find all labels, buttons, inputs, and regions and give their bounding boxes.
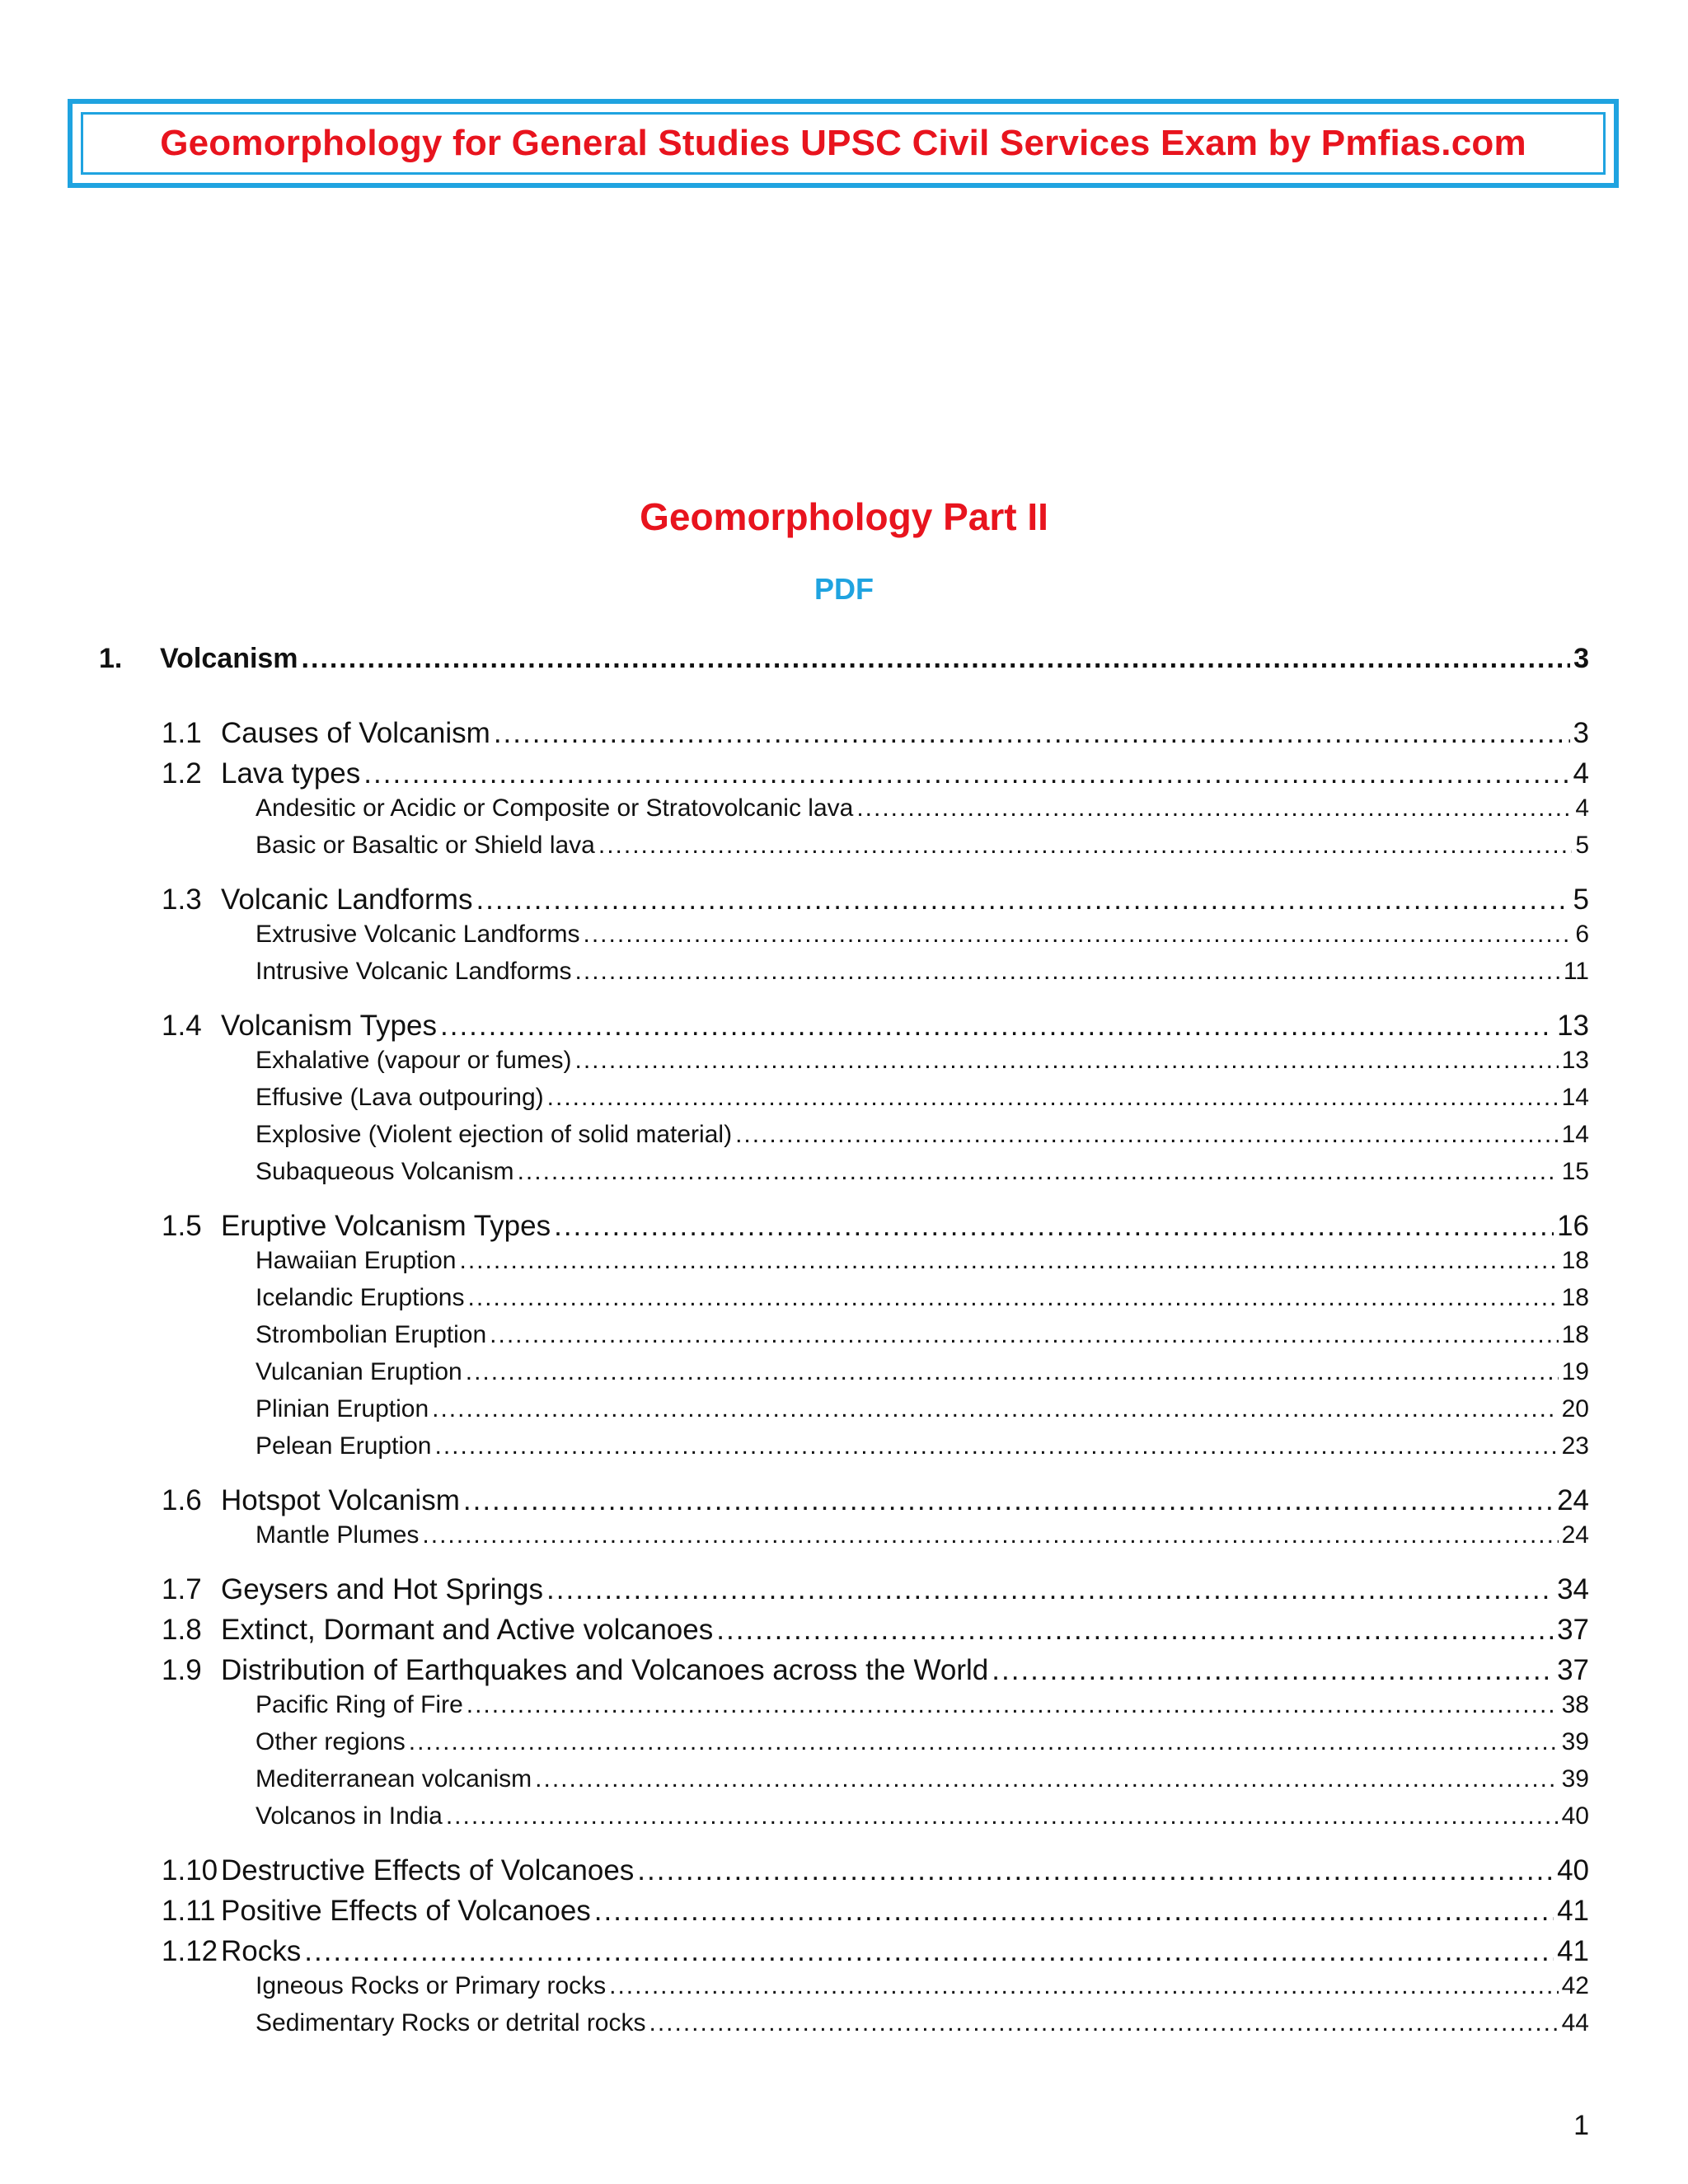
- toc-entry-number: 1.4: [162, 1010, 202, 1042]
- toc-entry[interactable]: [256, 921, 1589, 949]
- toc-entry-page: 15: [1561, 1158, 1589, 1185]
- toc-entry[interactable]: [256, 1121, 1589, 1149]
- toc-dot-leader: [598, 832, 1572, 860]
- toc-entry[interactable]: [256, 1047, 1589, 1075]
- toc-entry[interactable]: [162, 1654, 1589, 1687]
- toc-dot-leader: [466, 1358, 1559, 1386]
- toc-entry-title: Hawaiian Eruption: [256, 1247, 457, 1274]
- toc-entry-page: 38: [1561, 1691, 1589, 1718]
- toc-entry-title: Sedimentary Rocks or detrital rocks: [256, 2009, 646, 2036]
- toc-entry[interactable]: [256, 1321, 1589, 1349]
- toc-entry-page: 39: [1561, 1765, 1589, 1793]
- toc-dot-leader: [546, 1573, 1554, 1606]
- toc-entry-title: Hotspot Volcanism: [221, 1484, 460, 1516]
- toc-dot-leader: [649, 2009, 1559, 2037]
- toc-entry[interactable]: [256, 832, 1589, 860]
- toc-entry-title: Strombolian Eruption: [256, 1321, 487, 1348]
- toc-dot-leader: [432, 1395, 1558, 1423]
- toc-entry-title: Distribution of Earthquakes and Volcanoes across the World: [221, 1654, 989, 1686]
- toc-entry[interactable]: [162, 1210, 1589, 1243]
- toc-entry-title: Exhalative (vapour or fumes): [256, 1047, 572, 1074]
- toc-entry[interactable]: [256, 1284, 1589, 1312]
- toc-entry-number: 1.7: [162, 1573, 202, 1605]
- toc-dot-leader: [304, 1935, 1554, 1968]
- toc-entry[interactable]: [162, 1573, 1589, 1606]
- toc-dot-leader: [992, 1654, 1554, 1687]
- toc-entry-number: 1.2: [162, 757, 202, 790]
- toc-dot-leader: [467, 1691, 1559, 1719]
- toc-entry-title: Geysers and Hot Springs: [221, 1573, 544, 1605]
- toc-entry-title: Causes of Volcanism: [221, 717, 490, 749]
- toc-entry[interactable]: [256, 1432, 1589, 1460]
- toc-dot-leader: [554, 1210, 1554, 1243]
- toc-entry[interactable]: [162, 757, 1589, 790]
- toc-dot-leader: [535, 1765, 1558, 1793]
- document-title: Geomorphology Part II: [640, 495, 1048, 538]
- toc-entry-page: 18: [1561, 1284, 1589, 1311]
- toc-entry-title: Pelean Eruption: [256, 1432, 432, 1460]
- toc-entry[interactable]: [99, 643, 1589, 675]
- toc-entry-page: 42: [1561, 1972, 1589, 1999]
- toc-dot-leader: [716, 1614, 1554, 1647]
- toc-entry-number: 1.12: [162, 1935, 218, 1967]
- toc-entry-number: 1.10: [162, 1854, 218, 1886]
- toc-entry-page: 18: [1561, 1247, 1589, 1274]
- toc-dot-leader: [467, 1284, 1558, 1312]
- toc-entry-page: 16: [1557, 1210, 1589, 1242]
- toc-entry-page: 4: [1573, 757, 1589, 790]
- toc-entry-title: Destructive Effects of Volcanoes: [221, 1854, 635, 1886]
- toc-entry[interactable]: [256, 1084, 1589, 1112]
- toc-entry-page: 4: [1575, 794, 1589, 822]
- toc-entry-title: Volcanic Landforms: [221, 883, 473, 916]
- toc-dot-leader: [422, 1521, 1558, 1549]
- toc-entry[interactable]: [256, 1395, 1589, 1423]
- toc-dot-leader: [575, 1047, 1559, 1075]
- toc-dot-leader: [459, 1247, 1558, 1275]
- toc-entry[interactable]: [162, 1895, 1589, 1928]
- toc-entry-page: 24: [1561, 1521, 1589, 1549]
- toc-entry-number: 1.: [99, 643, 123, 674]
- toc-entry-number: 1.1: [162, 717, 202, 749]
- page-number: 1: [1573, 2110, 1589, 2141]
- toc-entry-number: 1.5: [162, 1210, 202, 1242]
- toc-entry-page: 34: [1557, 1573, 1589, 1605]
- toc-dot-leader: [363, 757, 1569, 790]
- toc-entry-title: Vulcanian Eruption: [256, 1358, 462, 1385]
- toc-entry[interactable]: [256, 2009, 1589, 2037]
- toc-entry-title: Explosive (Violent ejection of solid material): [256, 1121, 733, 1148]
- toc-dot-leader: [518, 1158, 1559, 1186]
- toc-entry-page: 24: [1557, 1484, 1589, 1516]
- toc-entry-title: Volcanos in India: [256, 1802, 443, 1830]
- toc-dot-leader: [435, 1432, 1559, 1460]
- toc-entry-page: 3: [1573, 643, 1589, 674]
- toc-dot-leader: [446, 1802, 1559, 1830]
- toc-entry-page: 41: [1557, 1895, 1589, 1927]
- toc-entry-title: Volcanism Types: [221, 1010, 437, 1042]
- toc-entry-page: 37: [1557, 1614, 1589, 1646]
- toc-entry-page: 14: [1561, 1084, 1589, 1111]
- toc-entry-page: 13: [1557, 1010, 1589, 1042]
- toc-entry-page: 5: [1573, 883, 1589, 916]
- toc-entry-page: 41: [1557, 1935, 1589, 1967]
- toc-entry-page: 19: [1561, 1358, 1589, 1385]
- toc-entry-title: Lava types: [221, 757, 361, 790]
- toc-dot-leader: [463, 1484, 1554, 1517]
- toc-entry-page: 6: [1575, 921, 1589, 948]
- toc-dot-leader: [440, 1010, 1554, 1043]
- banner-title: Geomorphology for General Studies UPSC Civil Services Exam by Pmfias.com: [160, 123, 1526, 163]
- toc-entry[interactable]: [256, 1247, 1589, 1275]
- toc-entry[interactable]: [256, 1802, 1589, 1830]
- toc-entry-title: Effusive (Lava outpouring): [256, 1084, 544, 1111]
- toc-entry-number: 1.6: [162, 1484, 202, 1516]
- toc-entry-page: 14: [1561, 1121, 1589, 1148]
- toc-dot-leader: [490, 1321, 1558, 1349]
- toc-entry[interactable]: [256, 1358, 1589, 1386]
- toc-entry-page: 11: [1563, 958, 1589, 985]
- toc-entry-page: 40: [1557, 1854, 1589, 1886]
- header-banner-inner: [81, 112, 1606, 175]
- toc-entry[interactable]: [162, 883, 1589, 916]
- toc-dot-leader: [735, 1121, 1559, 1149]
- toc-entry[interactable]: [256, 1158, 1589, 1186]
- toc-entry-page: 40: [1561, 1802, 1589, 1830]
- toc-dot-leader: [609, 1972, 1558, 2000]
- toc-entry-title: Extrusive Volcanic Landforms: [256, 921, 580, 948]
- toc-entry-page: 20: [1561, 1395, 1589, 1422]
- toc-entry-title: Eruptive Volcanism Types: [221, 1210, 551, 1242]
- toc-entry-title: Plinian Eruption: [256, 1395, 429, 1422]
- toc-entry[interactable]: [162, 717, 1589, 750]
- toc-entry-title: Mantle Plumes: [256, 1521, 420, 1549]
- toc-entry[interactable]: [256, 1691, 1589, 1719]
- toc-entry-title: Extinct, Dormant and Active volcanoes: [221, 1614, 714, 1646]
- toc-dot-leader: [856, 794, 1572, 823]
- toc-entry-number: 1.9: [162, 1654, 202, 1686]
- toc-dot-leader: [302, 643, 1571, 675]
- toc-entry[interactable]: [162, 1484, 1589, 1517]
- toc-entry-title: Basic or Basaltic or Shield lava: [256, 832, 595, 859]
- toc-entry-title: Subaqueous Volcanism: [256, 1158, 514, 1185]
- toc-dot-leader: [494, 717, 1570, 750]
- toc-entry[interactable]: [256, 958, 1589, 986]
- toc-entry-page: 23: [1561, 1432, 1589, 1460]
- toc-entry[interactable]: [162, 1010, 1589, 1043]
- toc-entry-title: Volcanism: [160, 643, 298, 674]
- toc-entry[interactable]: [256, 1765, 1589, 1793]
- toc-entry-title: Icelandic Eruptions: [256, 1284, 465, 1311]
- toc-entry-page: 18: [1561, 1321, 1589, 1348]
- document-subtitle: PDF: [814, 572, 874, 606]
- toc-entry-title: Rocks: [221, 1935, 302, 1967]
- toc-entry-title: Andesitic or Acidic or Composite or Stratovolcanic lava: [256, 794, 854, 822]
- toc-entry-page: 39: [1561, 1728, 1589, 1755]
- toc-entry-page: 37: [1557, 1654, 1589, 1686]
- toc-entry-page: 3: [1573, 717, 1589, 749]
- toc-entry[interactable]: [256, 794, 1589, 823]
- toc-entry-title: Other regions: [256, 1728, 406, 1755]
- toc-dot-leader: [637, 1854, 1554, 1887]
- toc-dot-leader: [547, 1084, 1559, 1112]
- toc-entry-number: 1.8: [162, 1614, 202, 1646]
- toc-entry[interactable]: [162, 1935, 1589, 1968]
- toc-dot-leader: [575, 958, 1560, 986]
- toc-entry-page: 13: [1561, 1047, 1589, 1074]
- toc-entry-title: Positive Effects of Volcanoes: [221, 1895, 591, 1927]
- toc-entry-number: 1.11: [162, 1895, 216, 1927]
- toc-entry-title: Pacific Ring of Fire: [256, 1691, 463, 1718]
- header-banner: [68, 99, 1619, 188]
- toc-entry-title: Mediterranean volcanism: [256, 1765, 532, 1793]
- toc-entry-page: 44: [1561, 2009, 1589, 2036]
- toc-entry[interactable]: [256, 1521, 1589, 1549]
- toc-entry-page: 5: [1575, 832, 1589, 859]
- toc-dot-leader: [409, 1728, 1559, 1756]
- toc-entry[interactable]: [256, 1728, 1589, 1756]
- toc-entry[interactable]: [162, 1614, 1589, 1647]
- toc-dot-leader: [594, 1895, 1554, 1928]
- toc-entry[interactable]: [162, 1854, 1589, 1887]
- toc-entry-title: Intrusive Volcanic Landforms: [256, 958, 572, 985]
- toc-dot-leader: [476, 883, 1569, 916]
- toc-dot-leader: [584, 921, 1573, 949]
- toc-entry-title: Igneous Rocks or Primary rocks: [256, 1972, 607, 1999]
- toc-entry[interactable]: [256, 1972, 1589, 2000]
- toc-entry-number: 1.3: [162, 883, 202, 916]
